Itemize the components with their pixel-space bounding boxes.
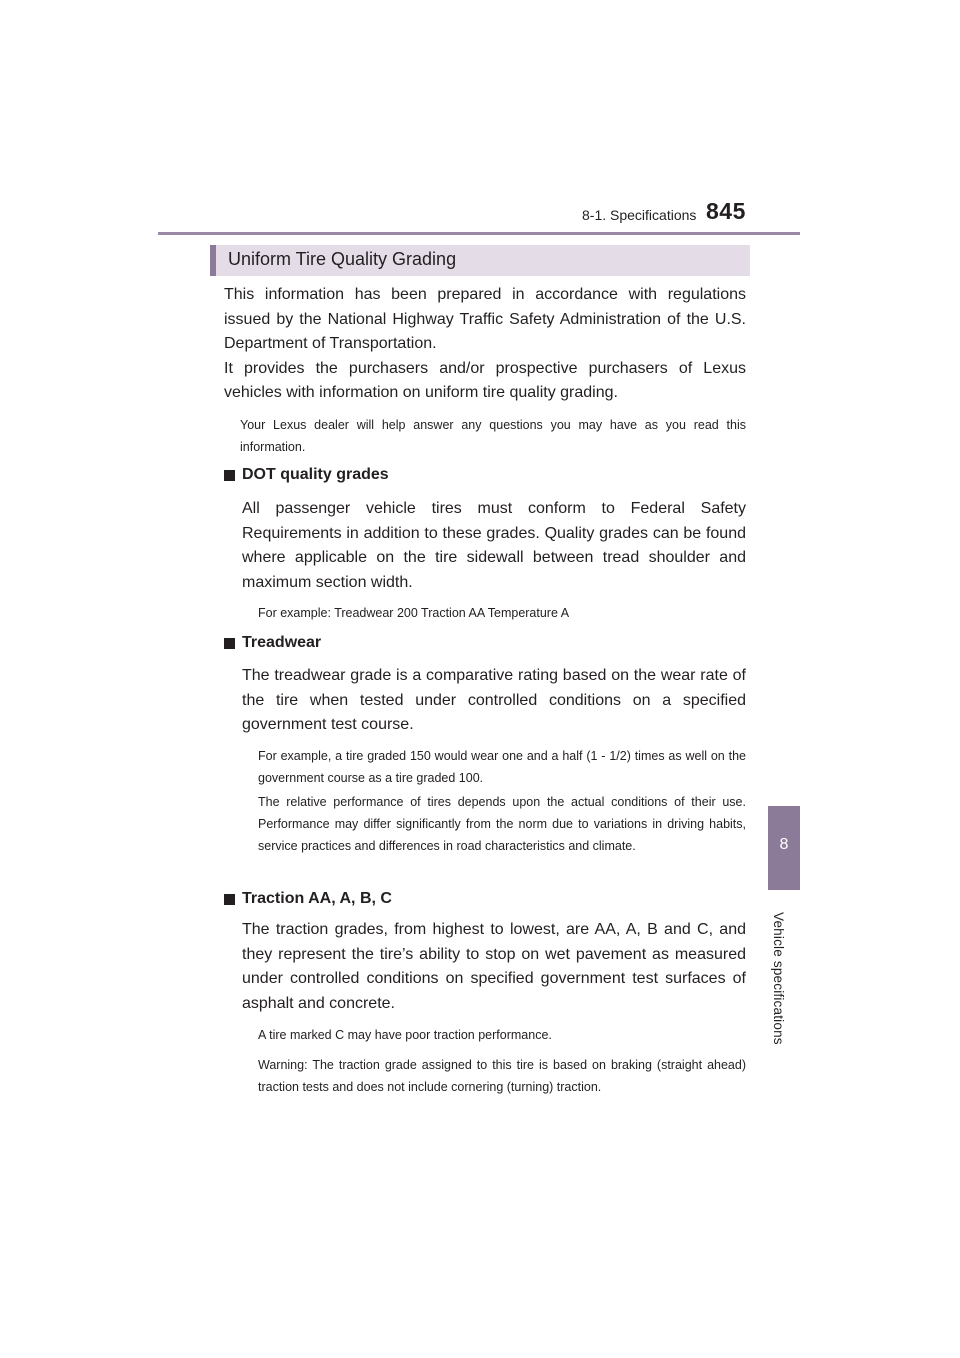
chapter-tab — [768, 806, 800, 890]
header-divider — [158, 232, 800, 235]
traction-heading — [224, 890, 392, 908]
bullet-square-icon — [224, 638, 235, 649]
section-header: 8-1. Specifications — [582, 207, 697, 223]
dot-heading — [224, 466, 389, 484]
treadwear-note-2: The relative performance of tires depends upon the actual conditions of their use. Performance may differ significantly from the norm due to variations in driving habits, service practices and differences in road characteristics and climate. — [258, 795, 746, 853]
section-title-box — [210, 245, 750, 276]
traction-body — [242, 918, 746, 1016]
treadwear-body — [242, 664, 746, 738]
treadwear-heading-label: Treadwear — [242, 634, 322, 651]
chapter-number: 8 — [779, 836, 789, 853]
intro-paragraph-2: It provides the purchasers and/or prospective purchasers of Lexus vehicles with information on uniform tire quality grading. — [224, 359, 746, 401]
chapter-label: Vehicle specifications — [771, 912, 786, 1045]
bullet-square-icon — [224, 470, 235, 481]
treadwear-heading — [224, 634, 321, 652]
traction-paragraph: The traction grades, from highest to lowest, are AA, A, B and C, and they represent the tire’s ability to stop on wet pavement as measured under controlled conditions on specified government test surfaces of asphalt and concrete. — [242, 921, 746, 1012]
dot-paragraph: All passenger vehicle tires must conform to Federal Safety Requirements in addition to these grades. Quality grades can be found where applicable on the tire sidewall between tread shoulder and maximum section width. — [242, 500, 746, 591]
treadwear-paragraph: The treadwear grade is a comparative rating based on the wear rate of the tire when tested under controlled conditions on a specified government test course. — [242, 667, 746, 733]
dot-note: For example: Treadwear 200 Traction AA Temperature A — [258, 606, 570, 620]
treadwear-note-1: For example, a tire graded 150 would wear one and a half (1 - 1/2) times as well on the government course as a tire graded 100. — [258, 749, 746, 785]
traction-heading-label: Traction AA, A, B, C — [242, 890, 392, 907]
bullet-square-icon — [224, 894, 235, 905]
intro-text — [224, 283, 746, 406]
traction-note-1: A tire marked C may have poor traction performance. — [258, 1028, 552, 1042]
section-title: Uniform Tire Quality Grading — [228, 249, 457, 269]
page-number: 845 — [706, 198, 746, 224]
intro-note: Your Lexus dealer will help answer any questions you may have as you read this information. — [240, 418, 746, 454]
intro-paragraph-1: This information has been prepared in accordance with regulations issued by the National Highway Traffic Safety Administration of the U.S. Department of Transportation. — [224, 286, 746, 352]
traction-note-2: Warning: The traction grade assigned to this tire is based on braking (straight ahead) traction tests and does not include cornering (turning) traction. — [258, 1058, 746, 1094]
dot-body — [242, 497, 746, 595]
dot-heading-label: DOT quality grades — [242, 466, 389, 483]
